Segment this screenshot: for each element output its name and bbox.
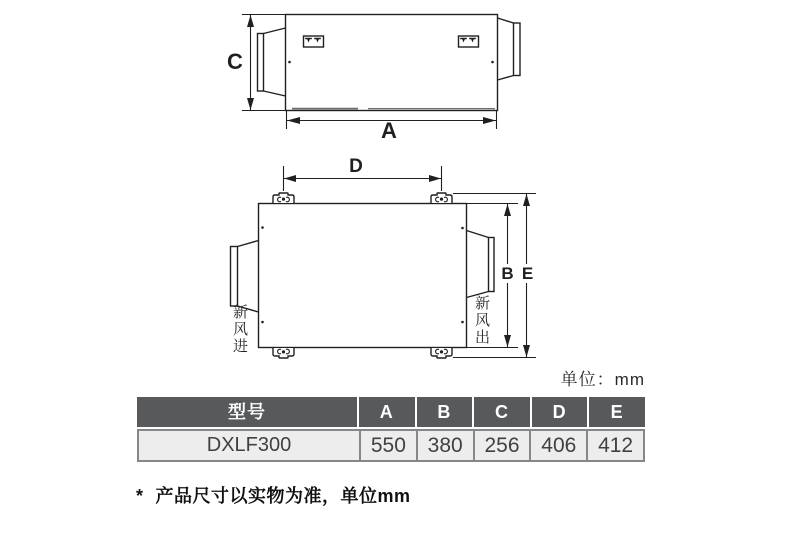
- hanging-bracket-icon: [273, 193, 294, 203]
- mounting-clip-icon: [459, 36, 479, 47]
- screw-dot: [461, 321, 464, 324]
- header-cell-b: B: [417, 397, 473, 427]
- screw-dot: [288, 61, 291, 64]
- hanging-bracket-icon: [431, 193, 452, 203]
- mounting-clip-icon: [304, 36, 324, 47]
- header-cell-e: E: [589, 397, 645, 427]
- cell-model: DXLF300: [139, 431, 359, 460]
- side-view-drawing: [242, 15, 520, 130]
- header-cell-model: 型号: [137, 397, 357, 427]
- screw-dot: [461, 227, 464, 230]
- side-view-left-flange: [258, 28, 286, 96]
- dim-label-b: B: [499, 264, 516, 283]
- top-view-body: [259, 204, 467, 348]
- footnote: [136, 482, 411, 508]
- hanging-bracket-icon: [431, 348, 452, 358]
- spec-table: [137, 397, 645, 462]
- side-view-body: [286, 15, 498, 111]
- header-cell-c: C: [474, 397, 530, 427]
- spec-table-data-row: [137, 429, 645, 462]
- top-view-inlet-flange: [231, 241, 259, 313]
- spec-table-header-row: [137, 397, 645, 427]
- fresh-air-inlet-label: 新风进: [231, 304, 248, 355]
- screw-dot: [261, 321, 264, 324]
- dim-label-d: D: [349, 156, 363, 177]
- footnote-text: 产品尺寸以实物为准，单位mm: [155, 486, 411, 506]
- fresh-air-outlet-label: 新风出: [473, 295, 490, 346]
- hanging-bracket-icon: [273, 348, 294, 358]
- header-cell-a: A: [359, 397, 415, 427]
- cell-dim-d: 406: [531, 431, 586, 460]
- footnote-marker: *: [136, 486, 144, 506]
- dim-label-a: A: [381, 118, 397, 143]
- dim-label-c: C: [227, 49, 243, 74]
- cell-dim-b: 380: [418, 431, 473, 460]
- cell-dim-e: 412: [588, 431, 643, 460]
- screw-dot: [491, 61, 494, 64]
- dim-label-e: E: [519, 264, 536, 283]
- top-view-outlet-flange: [467, 231, 495, 298]
- screw-dot: [261, 226, 264, 229]
- cell-dim-a: 550: [361, 431, 416, 460]
- side-view-right-flange: [498, 18, 521, 80]
- cell-dim-c: 256: [475, 431, 530, 460]
- unit-note: 单位：mm: [560, 370, 645, 389]
- header-cell-d: D: [532, 397, 588, 427]
